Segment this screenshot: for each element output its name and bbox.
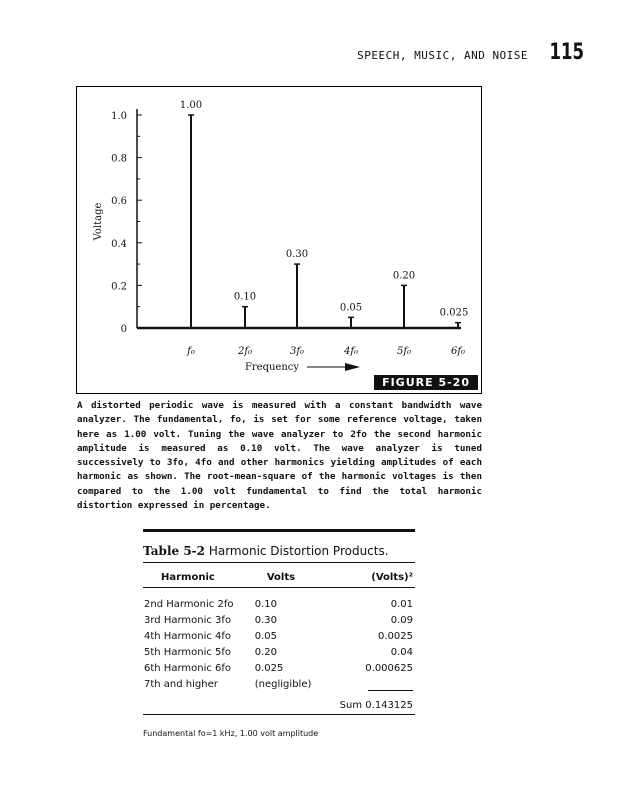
cell-harmonic: 3rd Harmonic 3fo	[144, 615, 232, 626]
table-title-text: Harmonic Distortion Products.	[208, 544, 389, 558]
table-body	[143, 597, 415, 693]
x-axis-label: Frequency	[244, 362, 300, 373]
y-tick-label: 0.4	[111, 238, 127, 250]
table-row	[143, 597, 415, 613]
y-axis-label: Voltage	[93, 202, 104, 241]
table-top-rule	[143, 529, 415, 532]
figure-caption: A distorted periodic wave is measured with a constant bandwidth wave analyzer. The fundamental, fo, is set for some reference voltage, taken here as 1.00 volt. Tuning the wave analyzer to 2fo the second harmonic amplitude is measured as 0.10 volt. The wave analyzer is tuned successively to 3fo, 4fo and other harmonics yielding amplitudes of each harmonic as shown. The root-mean-square of the harmonic voltages is then compared to the 1.00 volt fundamental to find the total harmonic distortion expressed in percentage.	[77, 400, 482, 512]
cell-volts-squared: 0.0025	[378, 631, 413, 642]
x-tick-label: 6f₀	[450, 346, 466, 357]
cell-harmonic: 6th Harmonic 6fo	[144, 663, 232, 674]
y-tick-label: 0	[120, 324, 127, 335]
y-tick-label: 0.2	[111, 281, 127, 293]
table-header-row	[143, 569, 415, 587]
cell-harmonic: 5th Harmonic 5fo	[144, 647, 232, 658]
cell-volts-squared: 0.04	[390, 647, 413, 658]
cell-volts: 0.20	[254, 647, 278, 658]
cell-volts: 0.025	[254, 663, 284, 674]
cell-volts: 0.10	[254, 599, 278, 610]
data-label: 0.20	[392, 270, 416, 282]
table-row	[143, 661, 415, 677]
y-tick-label: 0.8	[111, 153, 127, 165]
running-head-text: SPEECH, MUSIC, AND NOISE	[357, 49, 529, 62]
cell-volts-squared: 0.01	[390, 599, 413, 610]
figure-label: FIGURE 5-20	[374, 375, 478, 390]
y-tick-label: 1.0	[111, 111, 127, 122]
data-label: 1.00	[179, 100, 203, 111]
data-label: 0.30	[285, 249, 309, 261]
cell-harmonic: 4th Harmonic 4fo	[144, 631, 232, 642]
table-bottom-rule	[143, 714, 415, 715]
table-row	[143, 629, 415, 645]
sum-rule-wrap	[143, 693, 415, 699]
frequency-arrow-head	[345, 363, 360, 371]
header-volts-squared: (Volts)²	[371, 572, 413, 583]
table-row	[143, 613, 415, 629]
cell-volts: 0.30	[254, 615, 278, 626]
page-number: 115	[549, 40, 584, 65]
x-tick-label: 3f₀	[289, 346, 305, 357]
header-harmonic: Harmonic	[161, 572, 215, 583]
table-sum: Sum 0.143125	[339, 700, 413, 711]
harmonic-spectrum-chart	[77, 87, 481, 393]
header-volts: Volts	[266, 572, 296, 583]
cell-volts: (negligible)	[254, 679, 312, 690]
table-footnote: Fundamental fo=1 kHz, 1.00 volt amplitude	[143, 729, 319, 738]
table-row	[143, 645, 415, 661]
y-tick-label: 0.6	[111, 196, 127, 208]
data-label: 0.025	[439, 307, 469, 319]
cell-harmonic: 7th and higher	[144, 679, 218, 690]
x-tick-label: 5f₀	[396, 346, 412, 357]
cell-volts-squared: 0.09	[390, 615, 413, 626]
x-tick-label: 4f₀	[343, 346, 359, 357]
table-header-rule	[143, 587, 415, 588]
cell-volts-squared: 0.000625	[365, 663, 413, 674]
running-header	[357, 40, 584, 65]
cell-harmonic: 2nd Harmonic 2fo	[144, 599, 234, 610]
table-title-rule	[143, 562, 415, 563]
x-tick-label: f₀	[187, 346, 195, 357]
table-number: Table 5-2	[143, 544, 205, 558]
data-label: 0.05	[339, 302, 363, 314]
data-label: 0.10	[233, 291, 257, 303]
sum-rule	[368, 690, 413, 691]
table-title	[143, 544, 415, 560]
figure-5-20	[76, 86, 482, 394]
x-tick-label: 2f₀	[237, 346, 253, 357]
harmonic-distortion-table	[143, 529, 415, 738]
cell-volts: 0.05	[254, 631, 278, 642]
